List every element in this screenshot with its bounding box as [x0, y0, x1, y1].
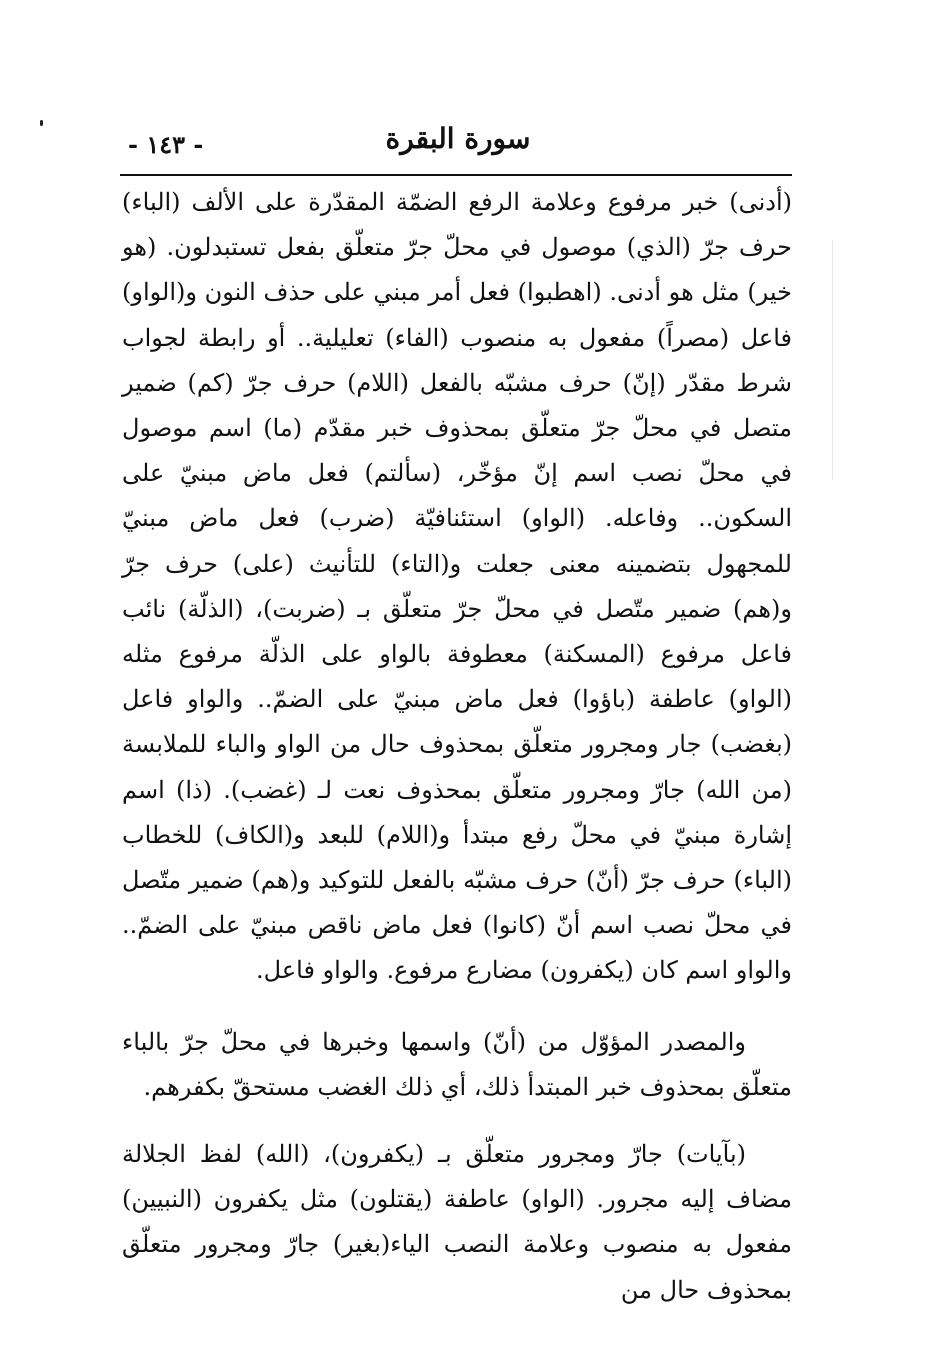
surah-title: سورة البقرة — [385, 122, 531, 155]
paragraph-bi-ayat: (بآيات) جارّ ومجرور متعلّق بـ (يكفرون)، (الله) لفظ الجلالة مضاف إليه مجرور. (الواو) عاطفة (يقتلون) مثل يكفرون (النبيين) مفعول به منصوب وعلامة النصب الياء(بغير) جارّ ومجرور متعلّق بمحذوف حال من — [122, 1140, 792, 1304]
body-text — [122, 180, 792, 1313]
header-rule — [120, 174, 792, 176]
page-edge-shadow — [832, 240, 833, 480]
page-number: - ١٤٣ - — [128, 130, 204, 159]
page-header — [122, 122, 794, 162]
paragraph-grammar-analysis: (أدنى) خبر مرفوع وعلامة الرفع الضمّة المقدّرة على الألف (الباء) حرف جرّ (الذي) موصول في محلّ جرّ متعلّق بفعل تستبدلون. (هو خير) مثل هو أدنى. (اهطبوا) فعل أمر مبني على حذف النون و(الواو) فاعل (مصراً) مفعول به منصوب (الفاء) تعليلية.. أو رابطة لجواب شرط مقدّر (إنّ) حرف مشبّه بالفعل (اللام) حرف جرّ (كم) ضمير متصل في محلّ جرّ متعلّق بمحذوف خبر مقدّم (ما) اسم موصول في محلّ نصب اسم إنّ مؤخّر، (سألتم) فعل ماض مبنيّ على السكون.. وفاعله. (الواو) استئنافيّة (ضرب) فعل ماض مبنيّ للمجهول بتضمينه معنى جعلت و(التاء) للتأنيث (على) حرف جرّ و(هم) ضمير متّصل في محلّ جرّ متعلّق بـ (ضربت)، (الذلّة) نائب فاعل مرفوع (المسكنة) معطوفة بالواو على الذلّة مرفوع مثله (الواو) عاطفة (باؤوا) فعل ماض مبنيّ على الضمّ.. والواو فاعل (بغضب) جار ومجرور متعلّق بمحذوف حال من الواو والباء للملابسة (من الله) جارّ ومجرور متعلّق بمحذوف نعت لـ (غضب). (ذا) اسم إشارة مبنيّ في محلّ رفع مبتدأ و(اللام) للبعد و(الكاف) للخطاب (الباء) حرف جرّ (أنّ) حرف مشبّه بالفعل للتوكيد و(هم) ضمير متّصل في محلّ نصب اسم أنّ (كانوا) فعل ماض ناقص مبنيّ على الضمّ.. والواو اسم كان (يكفرون) مضارع مرفوع. والواو فاعل. — [122, 188, 793, 985]
stray-ink-mark — [40, 120, 43, 126]
paragraph-masdar: والمصدر المؤوّل من (أنّ) واسمها وخبرها في محلّ جرّ بالباء متعلّق بمحذوف خبر المبتدأ ذلك، أي ذلك الغضب مستحقّ بكفرهم. — [122, 1027, 792, 1101]
